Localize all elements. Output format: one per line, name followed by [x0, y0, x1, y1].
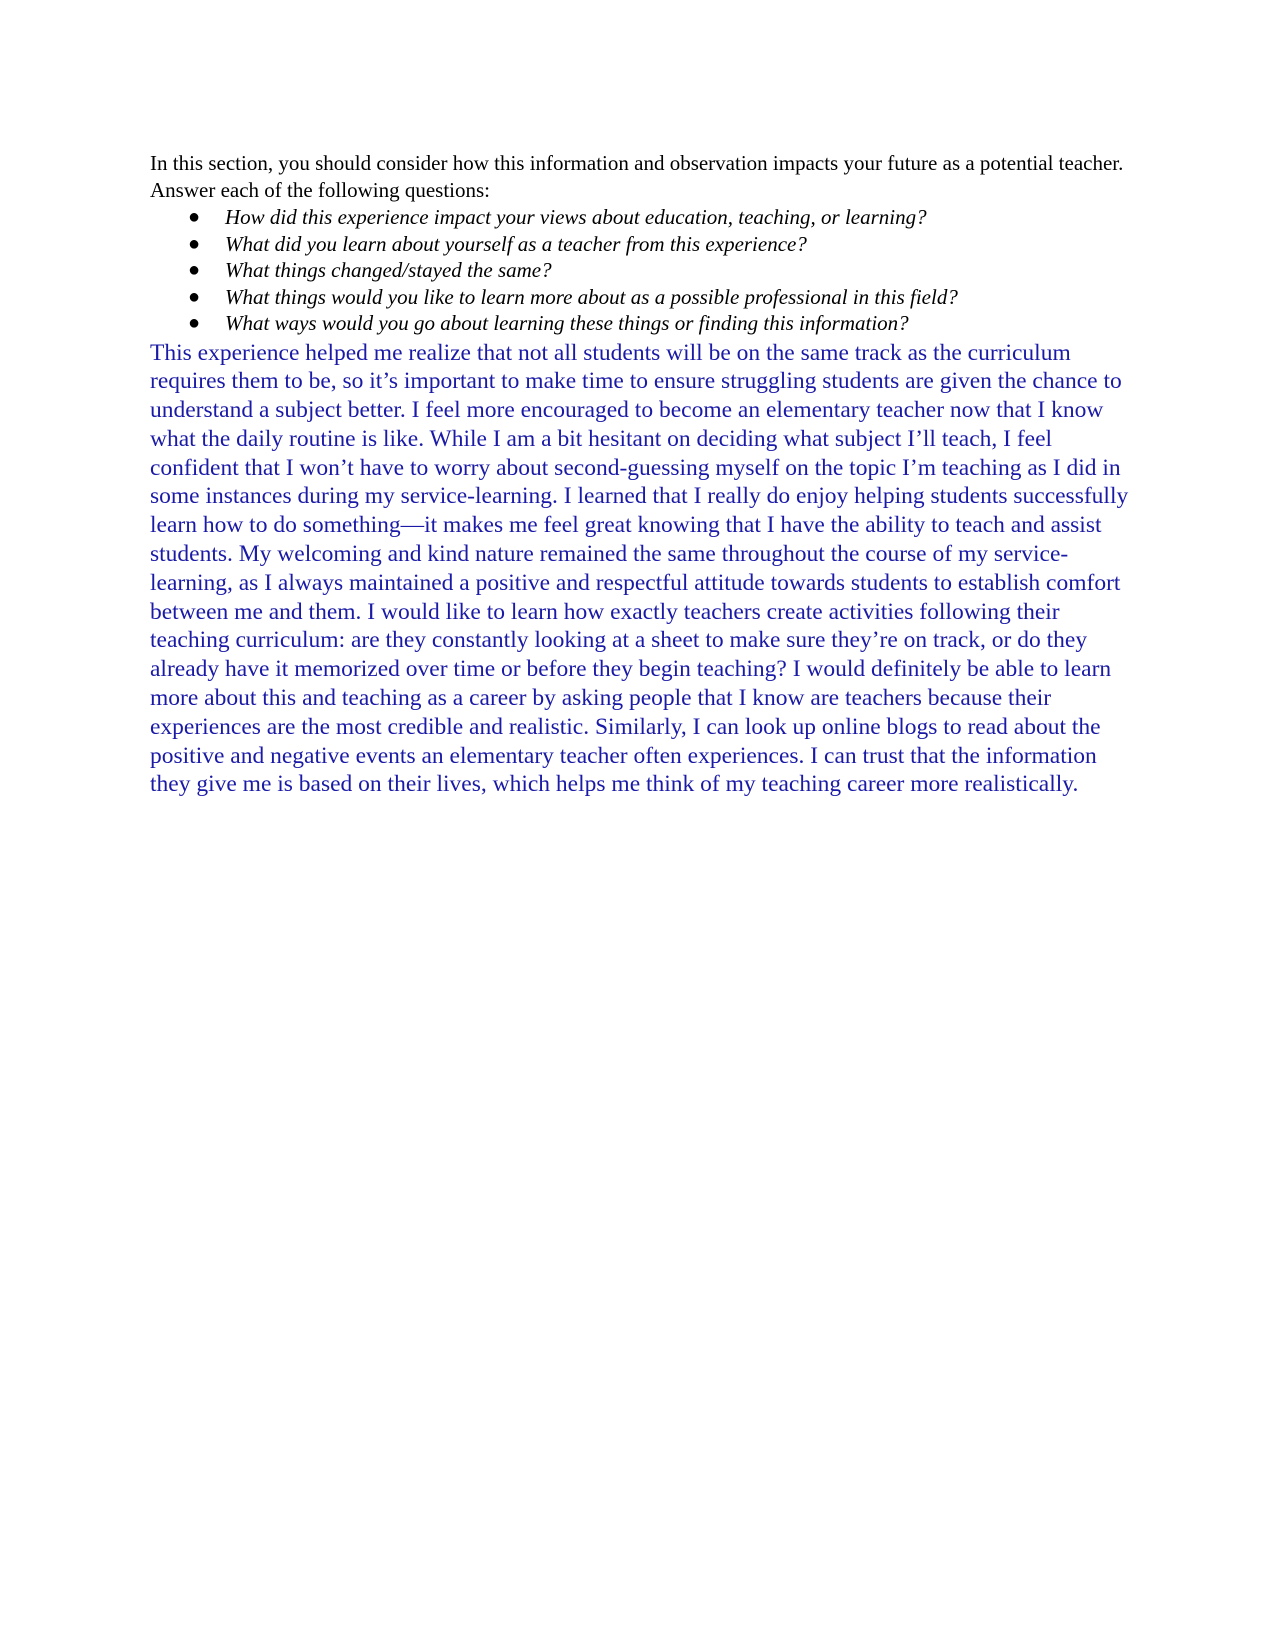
question-text: How did this experience impact your views about education, teaching, or learning?	[225, 205, 927, 229]
list-item	[150, 204, 1130, 231]
bullet-icon: ●	[188, 259, 201, 281]
list-item	[150, 310, 1130, 337]
question-text: What did you learn about yourself as a teacher from this experience?	[225, 231, 807, 256]
bullet-icon: ●	[188, 232, 201, 255]
bullet-icon: ●	[188, 312, 201, 334]
bullet-icon: ●	[188, 206, 201, 228]
questions-heading: Answer each of the following questions:	[150, 178, 491, 202]
question-text: What things changed/stayed the same?	[225, 258, 552, 282]
bullet-icon: ●	[188, 285, 201, 308]
list-item	[150, 284, 1130, 311]
section-instructions: In this section, you should consider how this information and observation impacts your future as a potential teacher.	[150, 151, 1124, 175]
list-item	[150, 231, 1130, 258]
question-list	[150, 204, 1130, 337]
list-item	[150, 257, 1130, 284]
answer-paragraph: This experience helped me realize that not all students will be on the same track as the curriculum requires them to be, so it’s important to make time to ensure struggling students are given the chance to understand a subject better. I feel more encouraged to become an elementary teacher now that I know what the daily routine is like. While I am a bit hesitant on deciding what subject I’ll teach, I feel confident that I won’t have to worry about second-guessing myself on the topic I’m teaching as I did in some instances during my service-learning. I learned that I really do enjoy helping students successfully learn how to do something—it makes me feel great knowing that I have the ability to teach and assist students. My welcoming and kind nature remained the same throughout the course of my service-learning, as I always maintained a positive and respectful attitude towards students to establish comfort between me and them. I would like to learn how exactly teachers create activities following their teaching curriculum: are they constantly looking at a sheet to make sure they’re on track, or do they already have it memorized over time or before they begin teaching? I would definitely be able to learn more about this and teaching as a career by asking people that I know are teachers because their experiences are the most credible and realistic. Similarly, I can look up online blogs to read about the positive and negative events an elementary teacher often experiences. I can trust that the information they give me is based on their lives, which helps me think of my teaching career more realistically.	[150, 339, 1129, 798]
question-text: What ways would you go about learning these things or finding this information?	[225, 311, 909, 335]
document-body	[150, 150, 1130, 799]
question-text: What things would you like to learn more about as a possible professional in this field?	[225, 284, 958, 309]
